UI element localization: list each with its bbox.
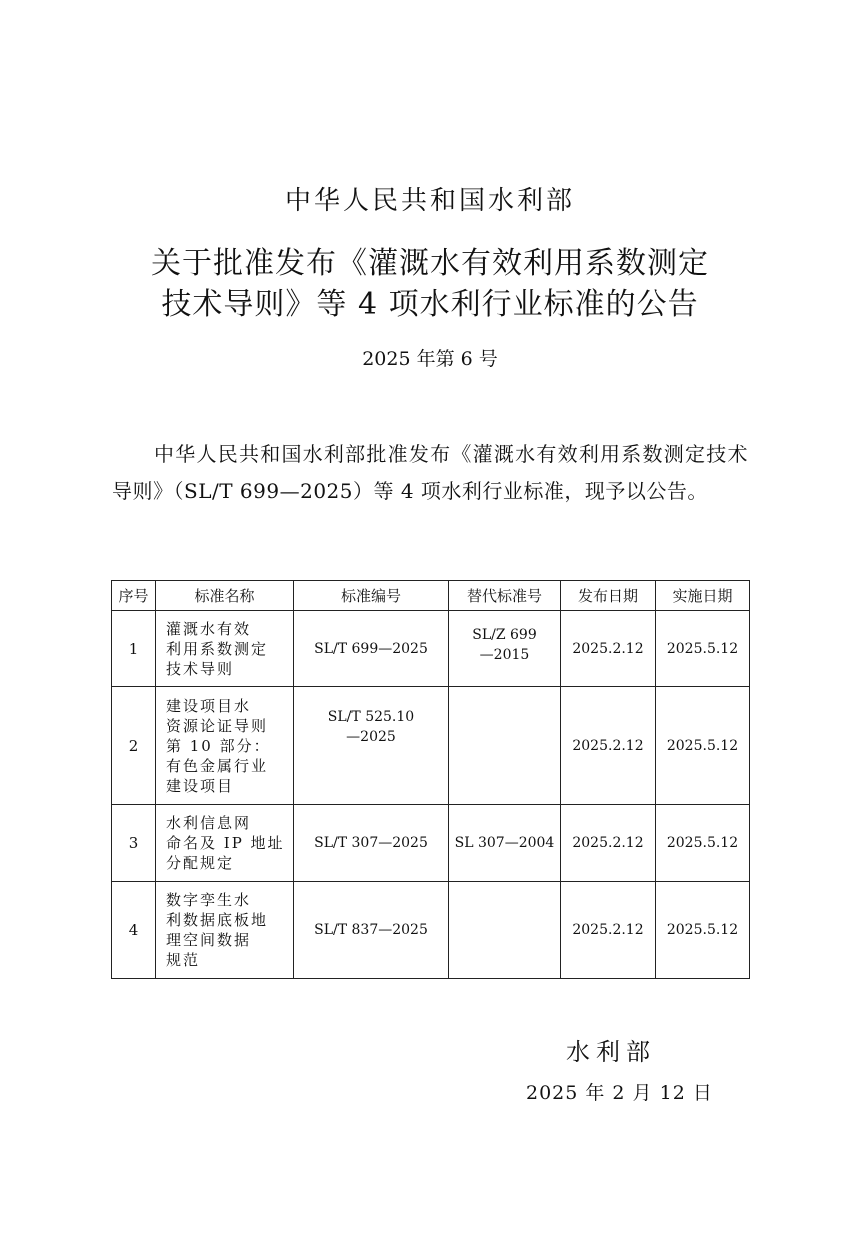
code-line: SL/T 699—2025 <box>314 640 428 657</box>
row-effective-date: 2025.5.12 <box>656 611 750 687</box>
code-line: SL/T 525.10 <box>327 709 415 725</box>
row-standard-name <box>156 611 294 687</box>
name-line: 命名及 IP 地址 <box>166 834 285 852</box>
row-publish-date: 2025.2.12 <box>561 882 656 979</box>
row-standard-code <box>294 805 449 882</box>
name-line: 分配规定 <box>166 854 235 872</box>
code-line: SL/T 837—2025 <box>314 922 428 938</box>
table-row <box>112 687 750 805</box>
name-line: 资源论证导则 <box>166 716 269 735</box>
row-publish-date: 2025.2.12 <box>561 805 656 882</box>
header-standard-code: 标准编号 <box>294 581 449 611</box>
signing-authority: 水利部 <box>566 1038 656 1066</box>
row-standard-code <box>294 687 449 805</box>
row-serial: 2 <box>112 687 156 805</box>
name-line: 灌溉水有效 <box>166 619 252 638</box>
announcement-title-line-2: 技术导则》等 4 项水利行业标准的公告 <box>161 287 699 322</box>
name-line: 水利信息网 <box>166 814 252 832</box>
row-effective-date: 2025.5.12 <box>656 805 750 882</box>
row-replaced-code <box>449 611 561 687</box>
name-line: 理空间数据 <box>166 931 252 949</box>
header-effective-date: 实施日期 <box>656 581 750 611</box>
row-serial: 4 <box>112 882 156 979</box>
header-replaced-code: 替代标准号 <box>449 581 561 611</box>
name-line: 利数据底板地 <box>166 911 269 929</box>
header-standard-name: 标准名称 <box>156 581 294 611</box>
code-line: —2025 <box>346 729 396 745</box>
row-publish-date: 2025.2.12 <box>561 687 656 805</box>
announcement-title-line-1: 关于批准发布《灌溉水有效利用系数测定 <box>151 246 709 281</box>
standards-table <box>111 580 750 979</box>
name-line: 建设项目 <box>166 776 235 795</box>
row-replaced-code <box>449 687 561 805</box>
row-standard-name <box>156 882 294 979</box>
header-publish-date: 发布日期 <box>561 581 656 611</box>
issuing-authority: 中华人民共和国水利部 <box>284 186 575 216</box>
table-header-row <box>112 581 750 611</box>
name-line: 建设项目水 <box>166 696 252 715</box>
name-line: 技术导则 <box>166 659 235 678</box>
row-standard-name <box>156 687 294 805</box>
row-replaced-code <box>449 805 561 882</box>
table-row <box>112 805 750 882</box>
row-standard-name <box>156 805 294 882</box>
name-line: 规范 <box>166 951 201 969</box>
row-standard-code <box>294 611 449 687</box>
row-serial: 3 <box>112 805 156 882</box>
table-row <box>112 882 750 979</box>
row-effective-date: 2025.5.12 <box>656 882 750 979</box>
signing-date: 2025 年 2 月 12 日 <box>526 1082 713 1104</box>
row-effective-date: 2025.5.12 <box>656 687 750 805</box>
announcement-body: 中华人民共和国水利部批准发布《灌溉水有效利用系数测定技术导则》（SL/T 699—2025）等 4 项水利行业标准，现予以公告。 <box>112 442 748 503</box>
row-standard-code <box>294 882 449 979</box>
replaced-line: SL/Z 699 <box>472 627 537 643</box>
row-replaced-code <box>449 882 561 979</box>
document-number: 2025 年第 6 号 <box>362 348 498 370</box>
code-line: SL/T 307—2025 <box>314 835 428 851</box>
name-line: 利用系数测定 <box>166 639 269 658</box>
row-publish-date: 2025.2.12 <box>561 611 656 687</box>
replaced-line: —2015 <box>479 647 530 663</box>
name-line: 数字孪生水 <box>166 891 252 909</box>
name-line: 有色金属行业 <box>166 756 269 775</box>
header-serial: 序号 <box>112 581 156 611</box>
table-row <box>112 611 750 687</box>
row-serial: 1 <box>112 611 156 687</box>
replaced-line: SL 307—2004 <box>454 835 555 851</box>
name-line: 第 10 部分： <box>166 736 271 755</box>
